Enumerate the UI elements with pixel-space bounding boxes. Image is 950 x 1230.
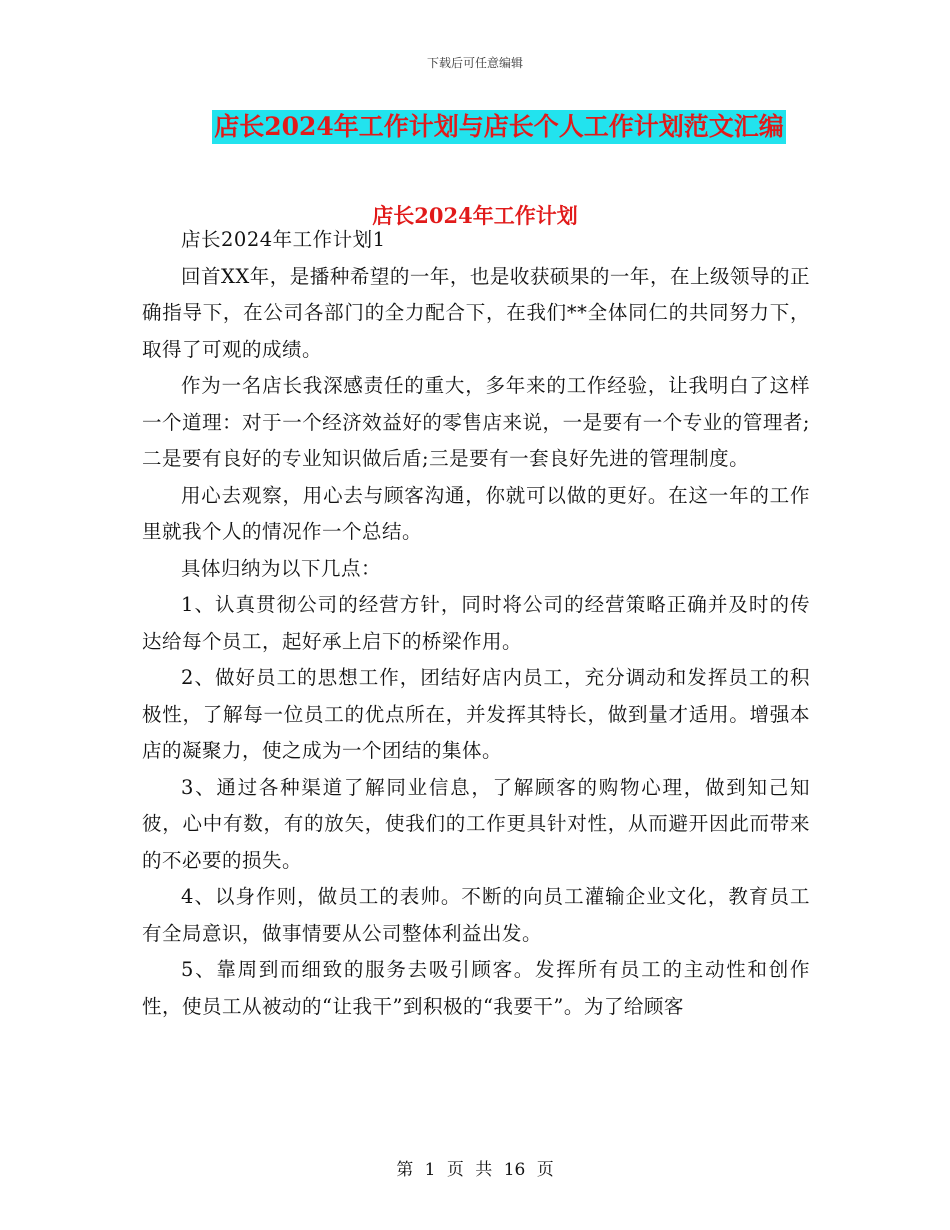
- document-body: [142, 222, 810, 1025]
- section-title: 店长2024年工作计划: [372, 203, 578, 228]
- paragraph: 3、通过各种渠道了解同业信息，了解顾客的购物心理，做到知己知彼，心中有数，有的放矢，使我们的工作更具针对性，从而避开因此而带来的不必要的损失。: [142, 775, 810, 872]
- paragraph: 用心去观察，用心去与顾客沟通，你就可以做的更好。在这一年的工作里就我个人的情况作一个总结。: [142, 483, 810, 543]
- paragraph: 回首XX年，是播种希望的一年，也是收获硕果的一年，在上级领导的正确指导下，在公司各部门的全力配合下，在我们**全体同仁的共同努力下，取得了可观的成绩。: [142, 264, 810, 361]
- paragraph: 作为一名店长我深感责任的重大，多年来的工作经验，让我明白了这样一个道理：对于一个经济效益好的零售店来说，一是要有一个专业的管理者;二是要有良好的专业知识做后盾;三是要有一套良好先进的管理制度。: [142, 374, 810, 470]
- main-title-container: [0, 110, 950, 144]
- header-note: 下载后可任意编辑: [426, 56, 523, 70]
- paragraph: 店长2024年工作计划1: [181, 228, 386, 251]
- paragraph: 具体归纳为以下几点：: [181, 556, 382, 580]
- paragraph: 2、做好员工的思想工作，团结好店内员工，充分调动和发挥员工的积极性，了解每一位员工的优点所在，并发挥其特长，做到量才适用。增强本店的凝聚力，使之成为一个团结的集体。: [142, 666, 810, 762]
- paragraph: 5、靠周到而细致的服务去吸引顾客。发挥所有员工的主动性和创作性，使员工从被动的“让我干”到积极的“我要干”。为了给顾客: [142, 958, 810, 1018]
- paragraph: 1、认真贯彻公司的经营方针，同时将公司的经营策略正确并及时的传达给每个员工，起好承上启下的桥梁作用。: [142, 593, 810, 653]
- page-indicator: 第 1 页 共 16 页: [396, 1160, 554, 1180]
- paragraph: 4、以身作则，做员工的表帅。不断的向员工灌输企业文化，教育员工有全局意识，做事情要从公司整体利益出发。: [142, 885, 810, 945]
- main-title: 店长2024年工作计划与店长个人工作计划范文汇编: [212, 110, 786, 144]
